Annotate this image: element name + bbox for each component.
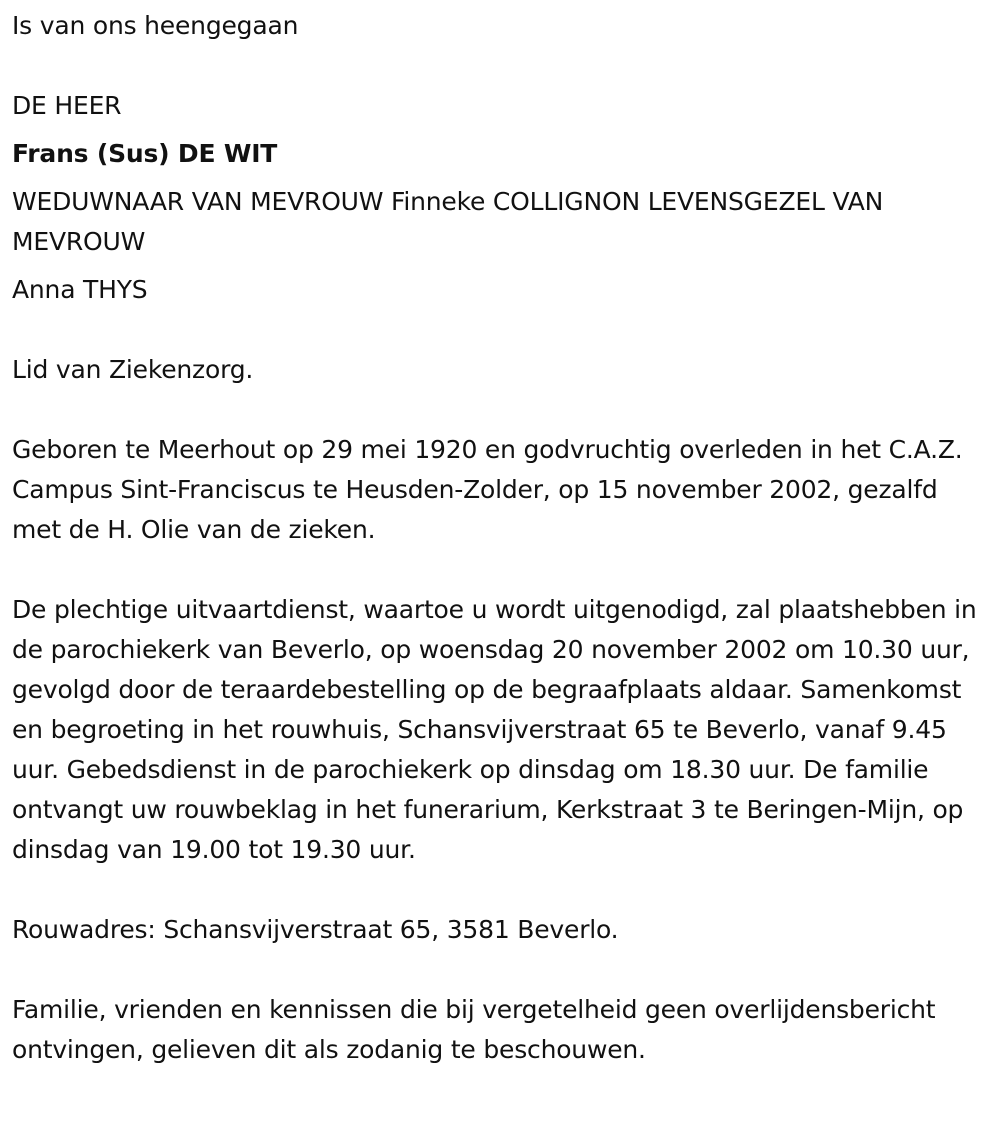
- birth-death-paragraph: Geboren te Meerhout op 29 mei 1920 en godvruchtig overleden in het C.A.Z. Campus Sint-Franciscus te Heusden-Zolder, op 15 november 2002, gezalfd met de H. Olie van de zieken.: [12, 435, 963, 544]
- death-notice: [12, 6, 990, 1070]
- intro-text: Is van ons heengegaan: [12, 11, 299, 40]
- closing-paragraph: Familie, vrienden en kennissen die bij vergetelheid geen overlijdensbericht ontvingen, gelieven dit als zodanig te beschouwen.: [12, 995, 936, 1064]
- funeral-paragraph: De plechtige uitvaartdienst, waartoe u wordt uitgenodigd, zal plaatshebben in de parochiekerk van Beverlo, op woensdag 20 november 2002 om 10.30 uur, gevolgd door de teraardebestelling op de begraafplaats aldaar. Samenkomst en begroeting in het rouwhuis, Schansvijverstraat 65 te Beverlo, vanaf 9.45 uur. Gebedsdienst in de parochiekerk op dinsdag om 18.30 uur. De familie ontvangt uw rouwbeklag in het funerarium, Kerkstraat 3 te Beringen-Mijn, op dinsdag van 19.00 tot 19.30 uur.: [12, 595, 977, 864]
- relation-text: WEDUWNAAR VAN MEVROUW Finneke COLLIGNON LEVENSGEZEL VAN MEVROUW: [12, 187, 884, 256]
- membership-text: Lid van Ziekenzorg.: [12, 355, 254, 384]
- spacer: [12, 310, 990, 350]
- spacer: [12, 262, 990, 270]
- spacer: [12, 46, 990, 86]
- spacer: [12, 390, 990, 430]
- partner-name: Anna THYS: [12, 275, 148, 304]
- spacer: [12, 950, 990, 990]
- honorific: DE HEER: [12, 91, 122, 120]
- spacer: [12, 126, 990, 134]
- spacer: [12, 550, 990, 590]
- deceased-name: Frans (Sus) DE WIT: [12, 139, 278, 168]
- address-text: Rouwadres: Schansvijverstraat 65, 3581 Beverlo.: [12, 915, 619, 944]
- spacer: [12, 174, 990, 182]
- spacer: [12, 870, 990, 910]
